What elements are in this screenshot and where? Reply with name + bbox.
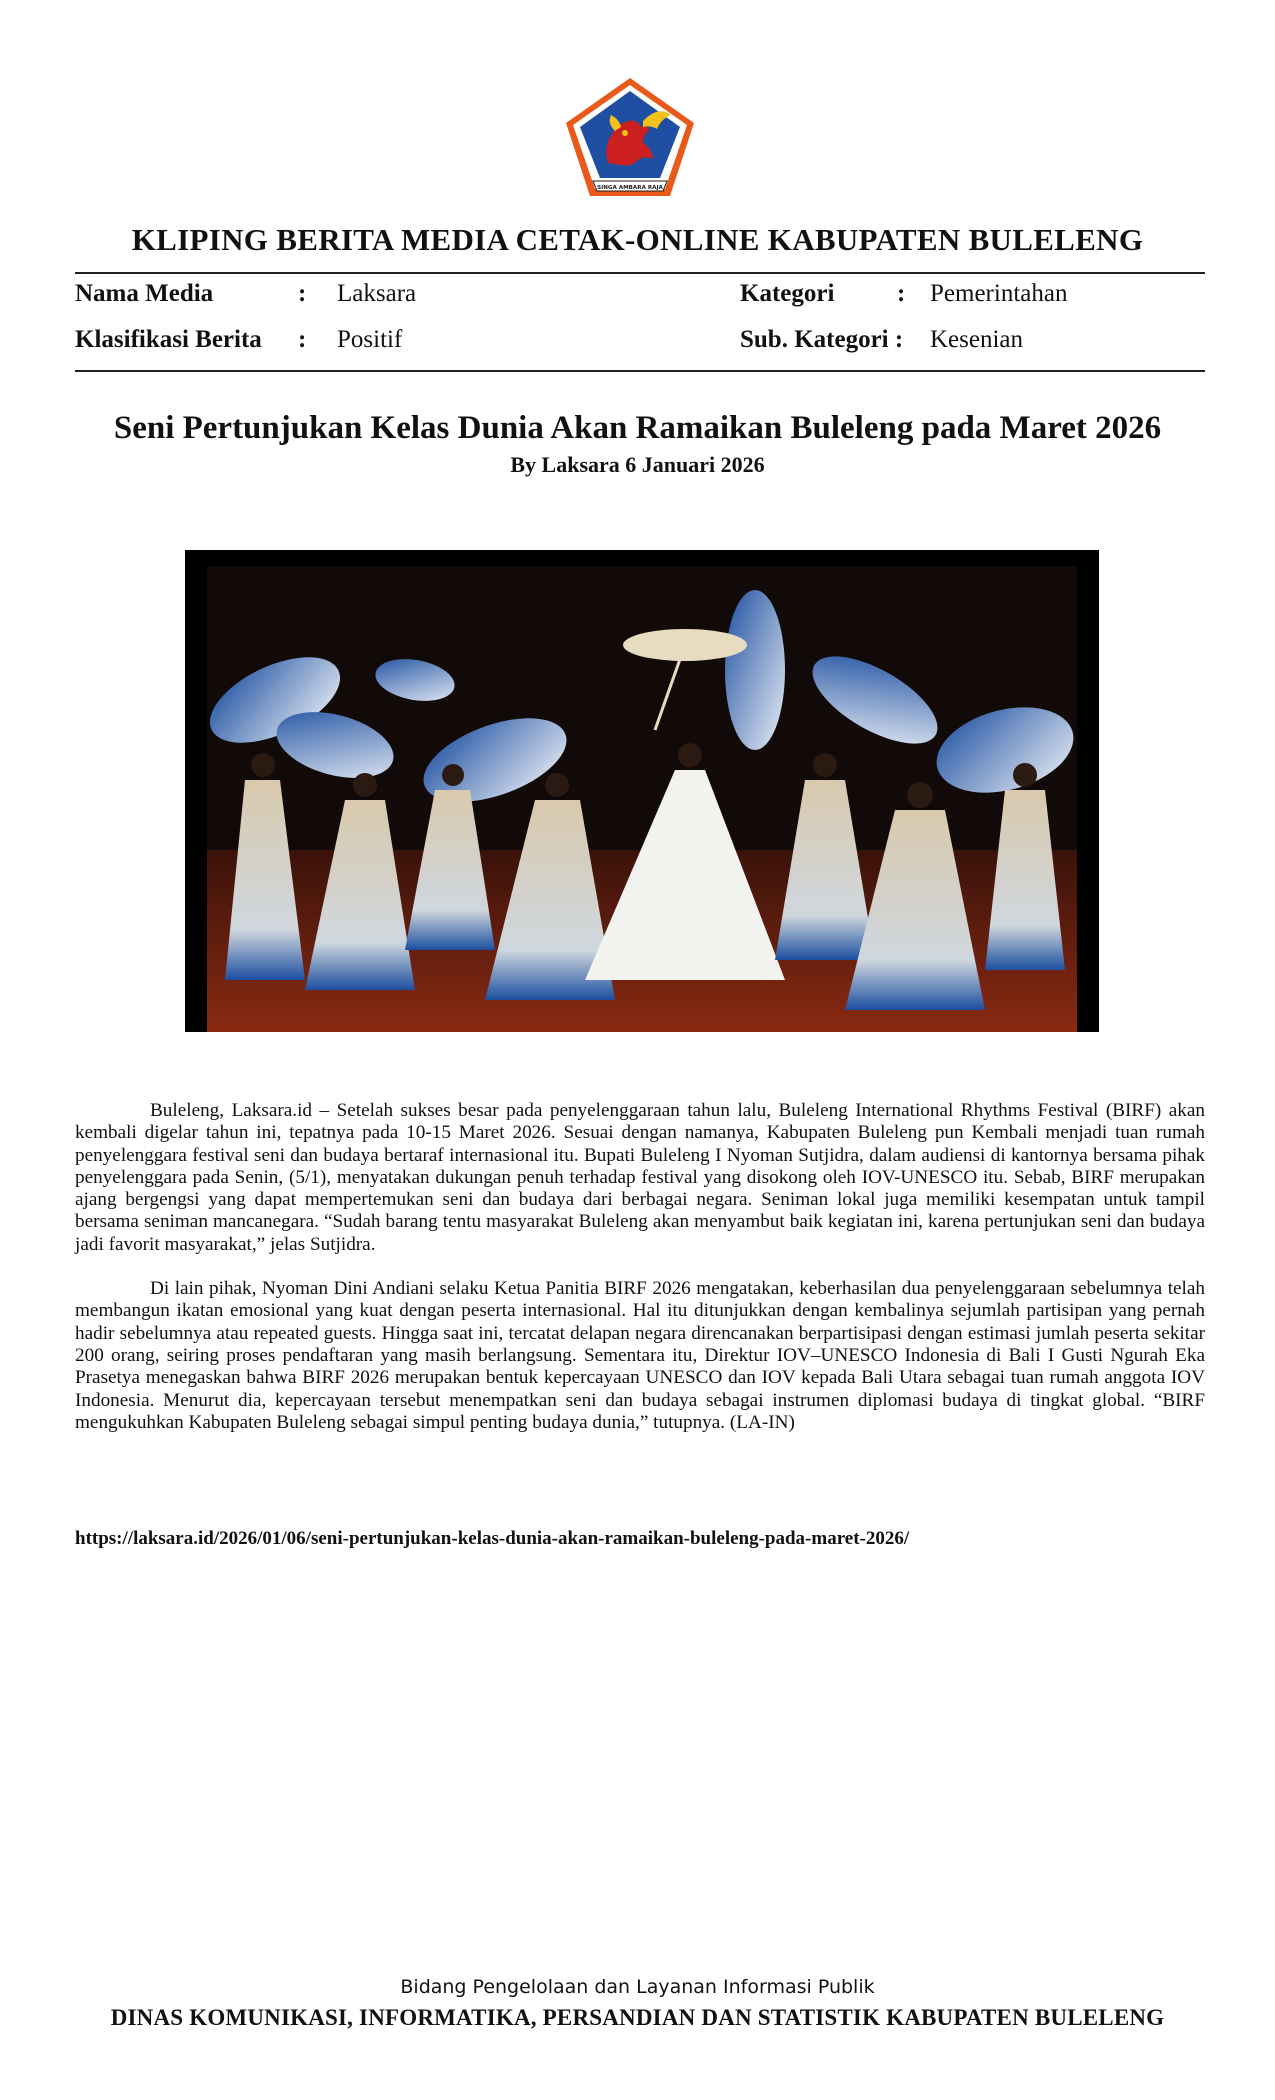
article-paragraph: Di lain pihak, Nyoman Dini Andiani selaku Ketua Panitia BIRF 2026 mengatakan, keberhasilan dua penyelenggaraan sebelumnya telah membangun ikatan emosional yang kuat dengan peserta internasional. Hal itu ditunjukkan dengan kembalinya sejumlah partisipan yang pernah hadir sebelumnya atau repeated guests. Hingga saat ini, tercatat delapan negara direncanakan berpartisipasi dengan estimasi jumlah peserta sekitar 200 orang, seiring proses pendaftaran yang masih berlangsung. Sementara itu, Direktur IOV–UNESCO Indonesia di Bali I Gusti Ngurah Eka Prasetya menegaskan bahwa BIRF 2026 merupakan bentuk kepercayaan UNESCO dan IOV kepada Bali Utara sebagai tuan rumah anggota IOV Indonesia. Menurut dia, kepercayaan tersebut menempatkan seni dan budaya sebagai instrumen diplomasi budaya di tingkat global. “BIRF mengukuhkan Kabupaten Buleleng sebagai simpul penting budaya dunia,” tutupnya. (LA-IN) [75, 1278, 1205, 1433]
classification-label: Klasifikasi Berita [75, 326, 262, 353]
article-body [75, 1100, 1205, 1456]
media-label: Nama Media [75, 280, 214, 307]
media-value: Laksara [337, 280, 417, 307]
header-divider-bottom [75, 370, 1205, 372]
article-headline: Seni Pertunjukan Kelas Dunia Akan Ramaikan Buleleng pada Maret 2026 [113, 410, 1162, 446]
header-divider-top [75, 272, 1205, 274]
article-photo [185, 550, 1099, 1032]
classification-value: Positif [337, 326, 403, 353]
regency-logo [563, 75, 698, 200]
singa-ambara-raja-crest-icon [563, 75, 698, 200]
footer-agency: DINAS KOMUNIKASI, INFORMATIKA, PERSANDIAN DAN STATISTIK KABUPATEN BULELENG [110, 2005, 1165, 2030]
category-value: Pemerintahan [930, 280, 1068, 307]
classification-separator: : [298, 326, 307, 353]
media-separator: : [298, 280, 307, 307]
article-byline: By Laksara 6 Januari 2026 [510, 452, 765, 477]
source-link[interactable]: https://laksara.id/2026/01/06/seni-pertunjukan-kelas-dunia-akan-ramaikan-buleleng-pada-maret-2026/ [75, 1528, 910, 1549]
subcategory-label: Sub. Kategori : [740, 326, 904, 353]
clipping-header-title: KLIPING BERITA MEDIA CETAK-ONLINE KABUPATEN BULELENG [131, 222, 1144, 257]
article-paragraph: Buleleng, Laksara.id – Setelah sukses besar pada penyelenggaraan tahun lalu, Buleleng International Rhythms Festival (BIRF) akan kembali digelar tahun ini, tepatnya pada 10-15 Maret 2026. Sesuai dengan namanya, Kabupaten Buleleng pun Kembali menjadi tuan rumah penyelenggara festival seni dan budaya bertaraf internasional itu. Bupati Buleleng I Nyoman Sutjidra, dalam audiensi di kantornya bersama pihak penyelenggara pada Senin, (5/1), menyatakan dukungan penuh terhadap festival yang disokong oleh IOV-UNESCO itu. Sebab, BIRF merupakan ajang bergengsi yang dapat mempertemukan seni dan budaya dari berbagai negara. Seniman lokal juga memiliki kesempatan untuk tampil bersama seniman mancanegara. “Sudah barang tentu masyarakat Buleleng akan menyambut baik kegiatan ini, karena pertunjukan seni dan budaya jadi favorit masyarakat,” jelas Sutjidra. [75, 1100, 1205, 1255]
footer-subtitle: Bidang Pengelolaan dan Layanan Informasi Publik [400, 1976, 875, 1998]
logo-motto: SINGA AMBARA RAJA [597, 185, 663, 191]
photo-dancers-with-blue-fans-icon [185, 550, 1099, 1032]
category-separator: : [897, 280, 906, 307]
subcategory-value: Kesenian [930, 326, 1024, 353]
meta-row-classification [75, 326, 1205, 360]
meta-row-media [75, 280, 1205, 314]
category-label: Kategori [740, 280, 835, 307]
